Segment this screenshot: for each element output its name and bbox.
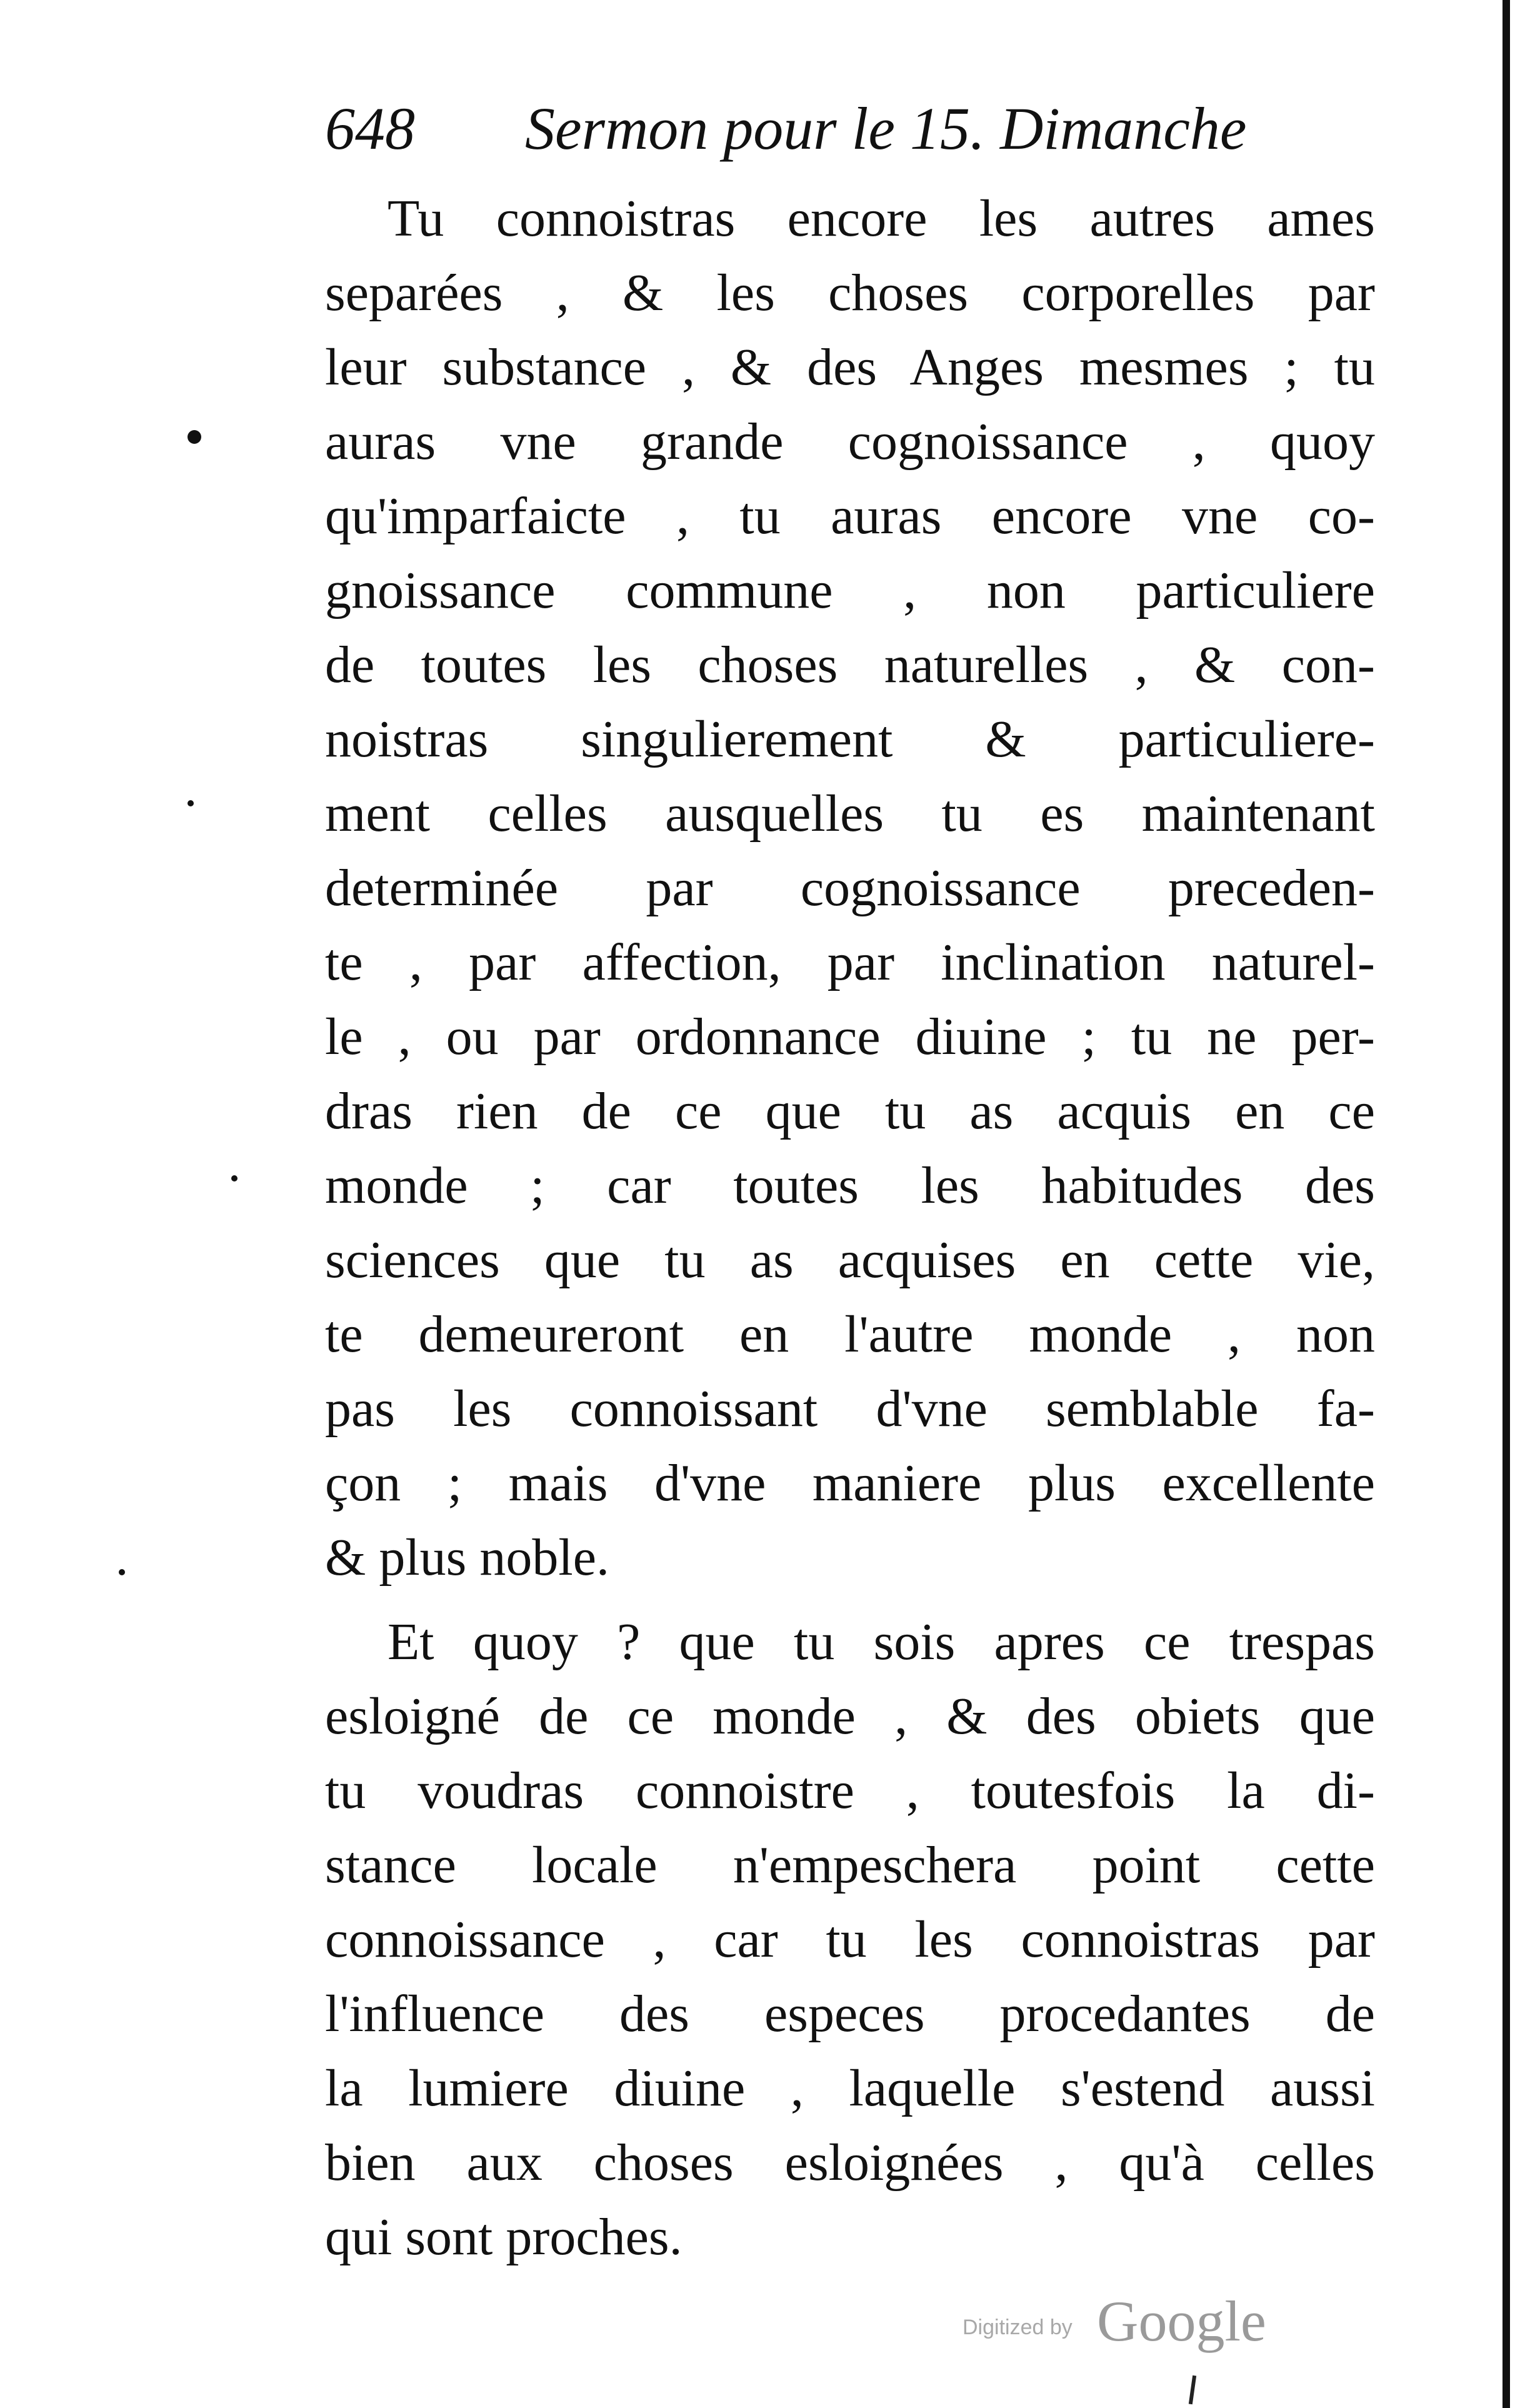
text-line: tu voudras connoistre , toutesfois la di- bbox=[325, 1762, 1375, 1820]
text-line: pas les connoissant d'vne semblable fa- bbox=[325, 1380, 1375, 1438]
text-line: çon ; mais d'vne maniere plus excellente bbox=[325, 1454, 1375, 1512]
text-line: ment celles ausquelles tu es maintenant bbox=[325, 785, 1375, 843]
text-line: separées , & les choses corporelles par bbox=[325, 264, 1375, 322]
text-line: sciences que tu as acquises en cette vie, bbox=[325, 1231, 1375, 1289]
text-line: Et quoy ? que tu sois apres ce trespas bbox=[388, 1613, 1375, 1671]
margin-speck bbox=[231, 1175, 238, 1181]
text-line: qui sont proches. bbox=[325, 2208, 682, 2266]
text-line: le , ou par ordonnance diuine ; tu ne per- bbox=[325, 1008, 1375, 1066]
paragraph-gap bbox=[325, 1595, 1375, 1605]
text-line: determinée par cognoissance preceden- bbox=[325, 859, 1375, 917]
text-line: monde ; car toutes les habitudes des bbox=[325, 1156, 1375, 1215]
scan-mark bbox=[1189, 2375, 1196, 2404]
text-line: te , par affection, par inclination naturel- bbox=[325, 933, 1375, 991]
text-line: qu'imparfaicte , tu auras encore vne co- bbox=[325, 487, 1375, 545]
text-line: esloigné de ce monde , & des obiets que bbox=[325, 1687, 1375, 1745]
text-line: la lumiere diuine , laquelle s'estend aussi bbox=[325, 2059, 1375, 2117]
text-line: dras rien de ce que tu as acquis en ce bbox=[325, 1082, 1375, 1140]
page-number: 648 bbox=[325, 95, 415, 162]
paragraph-1 bbox=[325, 181, 1375, 1595]
text-line: auras vne grande cognoissance , quoy bbox=[325, 413, 1375, 471]
google-logo: Google bbox=[1097, 2289, 1266, 2353]
text-line: Tu connoistras encore les autres ames bbox=[388, 189, 1375, 248]
text-line: connoissance , car tu les connoistras par bbox=[325, 1910, 1375, 1969]
page-edge-shadow bbox=[1502, 0, 1510, 2408]
paragraph-2 bbox=[325, 1605, 1375, 2274]
text-line: l'influence des especes procedantes de bbox=[325, 1985, 1375, 2043]
margin-speck bbox=[188, 800, 194, 806]
text-line: & plus noble. bbox=[325, 1528, 609, 1587]
text-line: noistras singulierement & particuliere- bbox=[325, 710, 1375, 768]
margin-mark bbox=[188, 430, 201, 444]
text-line: leur substance , & des Anges mesmes ; tu bbox=[325, 338, 1375, 396]
watermark-prefix: Digitized by bbox=[962, 2315, 1072, 2339]
body-text bbox=[325, 181, 1375, 2274]
running-title: Sermon pour le 15. Dimanche bbox=[525, 95, 1247, 162]
text-line: te demeureront en l'autre monde , non bbox=[325, 1305, 1375, 1363]
running-head bbox=[325, 94, 1300, 169]
text-line: stance locale n'empeschera point cette bbox=[325, 1836, 1375, 1894]
digitization-watermark bbox=[962, 2288, 1350, 2357]
margin-speck bbox=[119, 1569, 125, 1575]
text-line: gnoissance commune , non particuliere bbox=[325, 561, 1375, 620]
text-line: de toutes les choses naturelles , & con- bbox=[325, 636, 1375, 694]
text-line: bien aux choses esloignées , qu'à celles bbox=[325, 2134, 1375, 2192]
